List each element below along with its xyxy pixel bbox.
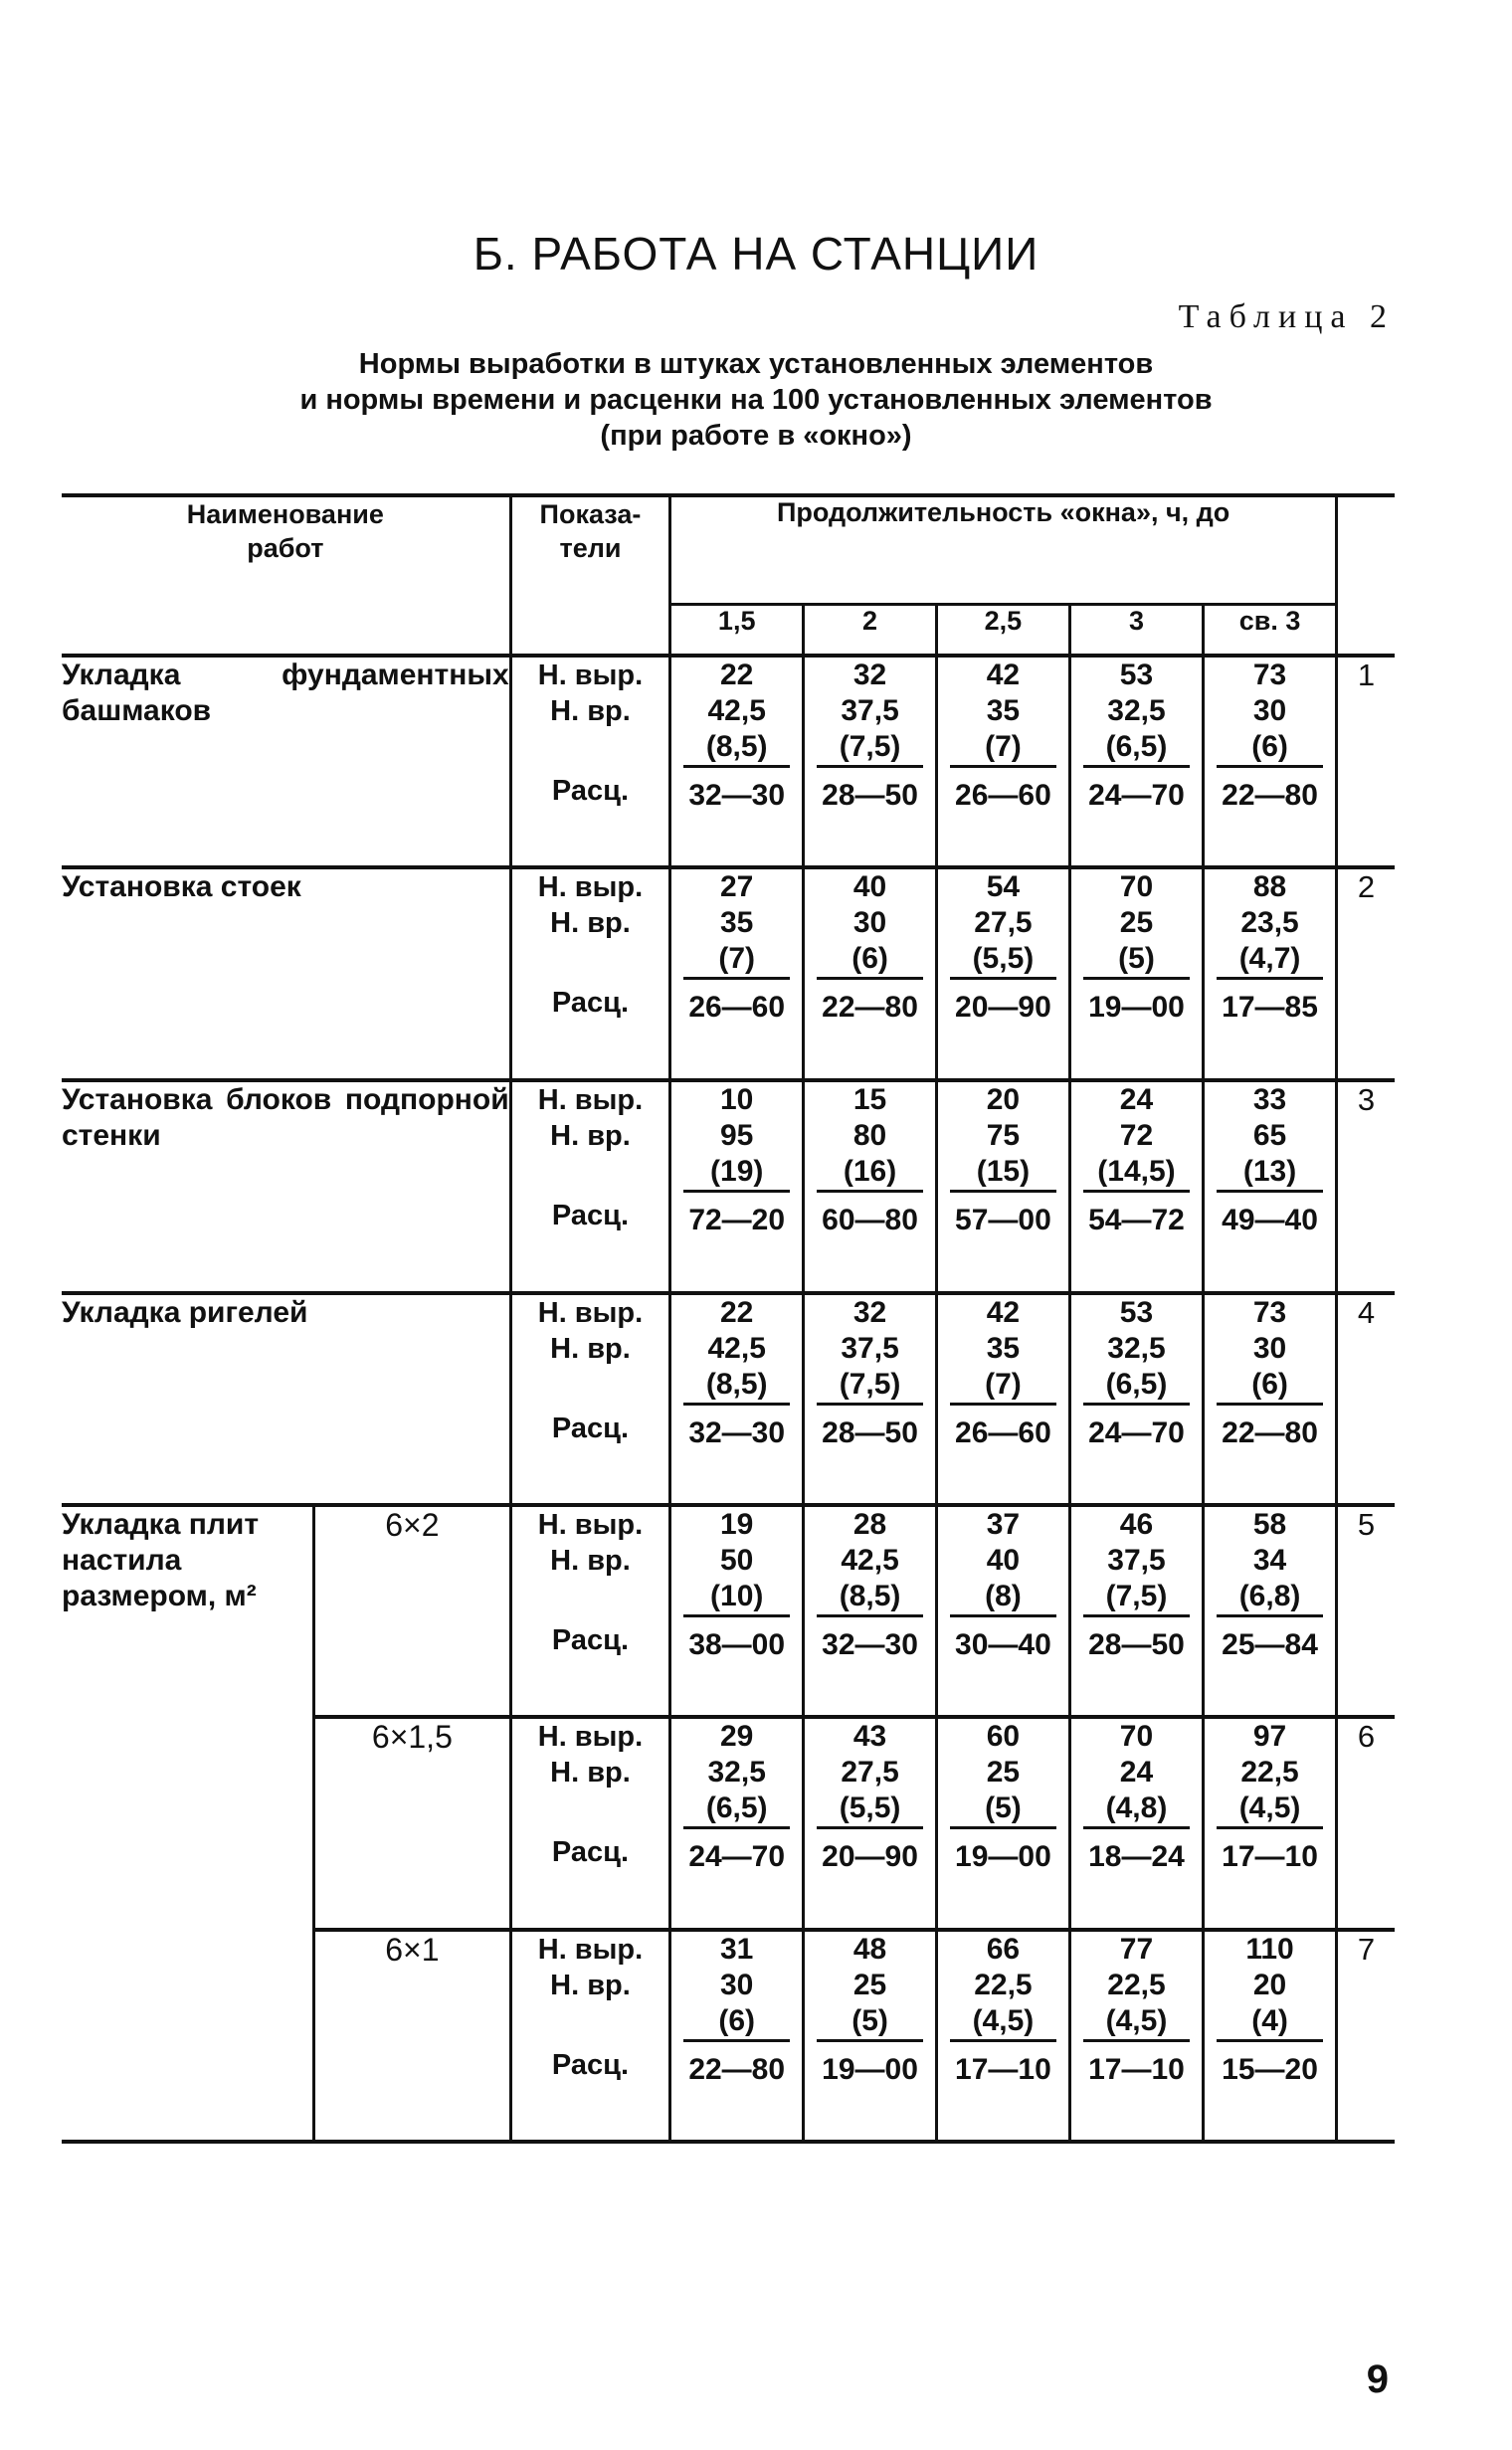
time-paren-value: (5,5) xyxy=(950,941,1056,980)
time-value: 22,5 xyxy=(1240,1756,1299,1789)
time-value: 37,5 xyxy=(1107,1544,1166,1577)
value-cell xyxy=(670,1717,804,1930)
indicator-output: Н. выр. xyxy=(537,1297,644,1329)
indicator-time: Н. вр. xyxy=(550,1333,631,1365)
rate-value: 22—80 xyxy=(688,2053,786,2086)
indicator-output: Н. выр. xyxy=(537,1084,644,1116)
header-indicators-line1: Показа- xyxy=(539,499,642,529)
time-value: 30 xyxy=(852,906,887,939)
work-name-cell xyxy=(62,1505,314,2142)
value-cell xyxy=(936,656,1069,867)
time-paren-value: (6) xyxy=(683,2003,790,2042)
value-cell xyxy=(1204,1505,1337,1717)
indicator-rate: Расц. xyxy=(551,2049,630,2081)
rate-value: 19—00 xyxy=(822,2053,918,2086)
time-value: 37,5 xyxy=(841,1332,899,1365)
time-value: 80 xyxy=(852,1119,887,1152)
time-paren-value: (4) xyxy=(1217,2003,1323,2042)
work-name-cell xyxy=(62,1080,510,1293)
time-value: 27,5 xyxy=(974,906,1033,939)
rate-value: 17—85 xyxy=(1222,991,1318,1024)
header-col-2: 2 xyxy=(804,605,937,657)
size-cell xyxy=(314,1505,511,1717)
time-paren-value: (4,5) xyxy=(1083,2003,1190,2042)
time-value: 40 xyxy=(986,1544,1021,1577)
size-cell xyxy=(314,1717,511,1930)
time-value: 30 xyxy=(1252,1332,1287,1365)
time-paren-value: (4,5) xyxy=(1217,1790,1323,1829)
work-name: Установка стоек xyxy=(62,870,301,903)
time-paren-value: (7) xyxy=(683,941,790,980)
rate-value: 19—00 xyxy=(1088,991,1185,1024)
work-name: Укладка фундаментных башмаков xyxy=(62,659,509,727)
rate-value: 32—30 xyxy=(688,779,786,812)
output-value: 22 xyxy=(720,659,754,691)
output-value: 32 xyxy=(852,1296,887,1329)
output-value: 54 xyxy=(986,870,1021,903)
rate-value: 24—70 xyxy=(1088,1416,1185,1449)
work-name: Установка блоков подпорной стенки xyxy=(62,1083,509,1152)
row-number: 7 xyxy=(1336,1930,1395,2142)
output-value: 37 xyxy=(986,1508,1021,1541)
output-value: 46 xyxy=(1119,1508,1154,1541)
indicator-output: Н. выр. xyxy=(537,1509,644,1541)
indicator-rate: Расц. xyxy=(551,1624,630,1656)
time-value: 72 xyxy=(1119,1119,1154,1152)
indicator-rate: Расц. xyxy=(551,1200,630,1231)
output-value: 24 xyxy=(1119,1083,1154,1116)
table-row xyxy=(62,1505,1395,1717)
header-work-name xyxy=(62,495,510,656)
output-value: 15 xyxy=(852,1083,887,1116)
output-value: 10 xyxy=(720,1083,754,1116)
rate-value: 26—60 xyxy=(688,991,786,1024)
time-paren-value: (7) xyxy=(950,729,1056,768)
indicator-output: Н. выр. xyxy=(537,871,644,903)
value-cell xyxy=(1204,1717,1337,1930)
indicator-time: Н. вр. xyxy=(550,1757,631,1789)
value-cell xyxy=(1069,1293,1203,1505)
rate-value: 28—50 xyxy=(822,1416,918,1449)
rate-value: 72—20 xyxy=(688,1204,786,1236)
table-row xyxy=(62,1293,1395,1505)
time-paren-value: (4,5) xyxy=(950,2003,1056,2042)
value-cell xyxy=(1069,867,1203,1080)
output-value: 31 xyxy=(720,1933,754,1966)
time-paren-value: (5,5) xyxy=(817,1790,923,1829)
output-value: 73 xyxy=(1252,1296,1287,1329)
time-value: 30 xyxy=(720,1969,754,2001)
rate-value: 57—00 xyxy=(955,1204,1051,1236)
time-paren-value: (6,5) xyxy=(1083,729,1190,768)
rate-value: 32—30 xyxy=(822,1628,918,1661)
output-value: 27 xyxy=(720,870,754,903)
table-row xyxy=(62,867,1395,1080)
indicator-rate: Расц. xyxy=(551,775,630,807)
rate-value: 17—10 xyxy=(955,2053,1051,2086)
rate-value: 54—72 xyxy=(1088,1204,1185,1236)
header-col-5: св. 3 xyxy=(1204,605,1337,657)
table-body xyxy=(62,656,1395,2142)
time-paren-value: (4,8) xyxy=(1083,1790,1190,1829)
time-value: 25 xyxy=(1119,906,1154,939)
time-paren-value: (15) xyxy=(950,1154,1056,1193)
value-cell xyxy=(804,656,937,867)
size-label: 6×1 xyxy=(385,1932,440,1968)
work-name: Укладка плит настила размером, м² xyxy=(62,1508,260,1612)
rate-value: 18—24 xyxy=(1088,1840,1185,1873)
rate-value: 19—00 xyxy=(955,1840,1051,1873)
row-number: 5 xyxy=(1336,1505,1395,1717)
header-row-number xyxy=(1336,495,1395,656)
output-value: 43 xyxy=(852,1720,887,1753)
time-value: 35 xyxy=(986,1332,1021,1365)
rate-value: 17—10 xyxy=(1222,1840,1318,1873)
table-row xyxy=(62,1080,1395,1293)
row-number: 6 xyxy=(1336,1717,1395,1930)
header-col-1: 1,5 xyxy=(670,605,804,657)
time-paren-value: (14,5) xyxy=(1083,1154,1190,1193)
time-paren-value: (8,5) xyxy=(817,1579,923,1617)
output-value: 28 xyxy=(852,1508,887,1541)
value-cell xyxy=(1204,867,1337,1080)
output-value: 110 xyxy=(1245,1933,1294,1966)
time-value: 27,5 xyxy=(841,1756,899,1789)
header-indicators xyxy=(510,495,670,656)
value-cell xyxy=(1204,1293,1337,1505)
output-value: 97 xyxy=(1252,1720,1287,1753)
output-value: 73 xyxy=(1252,659,1287,691)
rate-value: 24—70 xyxy=(1088,779,1185,812)
size-cell xyxy=(314,1930,511,2142)
value-cell xyxy=(936,1930,1069,2142)
header-work-name-line1: Наименование xyxy=(186,499,384,529)
time-paren-value: (8) xyxy=(950,1579,1056,1617)
value-cell xyxy=(804,1930,937,2142)
indicators-cell xyxy=(510,1293,670,1505)
value-cell xyxy=(1069,1717,1203,1930)
time-paren-value: (8,5) xyxy=(683,729,790,768)
header-duration: Продолжительность «окна», ч, до xyxy=(670,495,1337,605)
row-number: 3 xyxy=(1336,1080,1395,1293)
value-cell xyxy=(804,1293,937,1505)
indicator-output: Н. выр. xyxy=(537,660,644,691)
indicators-cell xyxy=(510,867,670,1080)
output-value: 58 xyxy=(1252,1508,1287,1541)
section-title: Б. РАБОТА НА СТАНЦИИ xyxy=(472,228,1040,280)
time-value: 95 xyxy=(720,1119,754,1152)
value-cell xyxy=(804,867,937,1080)
output-value: 53 xyxy=(1119,1296,1154,1329)
time-value: 32,5 xyxy=(1107,1332,1166,1365)
indicator-rate: Расц. xyxy=(551,1836,630,1868)
page-number: 9 xyxy=(1366,2357,1389,2401)
indicator-rate: Расц. xyxy=(551,1413,630,1444)
time-paren-value: (8,5) xyxy=(683,1367,790,1406)
time-value: 24 xyxy=(1119,1756,1154,1789)
indicator-time: Н. вр. xyxy=(550,695,631,727)
output-value: 53 xyxy=(1119,659,1154,691)
value-cell xyxy=(936,1080,1069,1293)
output-value: 42 xyxy=(986,659,1021,691)
row-number: 4 xyxy=(1336,1293,1395,1505)
time-value: 42,5 xyxy=(707,1332,766,1365)
time-paren-value: (5) xyxy=(817,2003,923,2042)
rate-value: 60—80 xyxy=(822,1204,918,1236)
header-col-4: 3 xyxy=(1069,605,1203,657)
indicator-time: Н. вр. xyxy=(550,907,631,939)
output-value: 77 xyxy=(1119,1933,1154,1966)
output-value: 29 xyxy=(720,1720,754,1753)
time-paren-value: (6) xyxy=(1217,729,1323,768)
time-value: 30 xyxy=(1252,694,1287,727)
time-value: 34 xyxy=(1252,1544,1287,1577)
time-paren-value: (4,7) xyxy=(1217,941,1323,980)
table-caption xyxy=(0,346,1512,454)
indicator-time: Н. вр. xyxy=(550,1970,631,2001)
rate-value: 32—30 xyxy=(688,1416,786,1449)
rate-value: 20—90 xyxy=(822,1840,918,1873)
value-cell xyxy=(1204,1080,1337,1293)
rate-value: 28—50 xyxy=(1088,1628,1185,1661)
time-value: 37,5 xyxy=(841,694,899,727)
value-cell xyxy=(670,867,804,1080)
rate-value: 49—40 xyxy=(1222,1204,1318,1236)
output-value: 48 xyxy=(852,1933,887,1966)
rate-value: 30—40 xyxy=(955,1628,1051,1661)
rate-value: 24—70 xyxy=(688,1840,786,1873)
output-value: 60 xyxy=(986,1720,1021,1753)
rate-value: 25—84 xyxy=(1222,1628,1318,1661)
indicator-output: Н. выр. xyxy=(537,1721,644,1753)
output-value: 19 xyxy=(720,1508,754,1541)
rate-value: 17—10 xyxy=(1088,2053,1185,2086)
value-cell xyxy=(670,1293,804,1505)
indicator-time: Н. вр. xyxy=(550,1545,631,1577)
rate-value: 22—80 xyxy=(822,991,918,1024)
time-value: 25 xyxy=(852,1969,887,2001)
time-paren-value: (6) xyxy=(1217,1367,1323,1406)
time-value: 32,5 xyxy=(1107,694,1166,727)
value-cell xyxy=(936,867,1069,1080)
indicators-cell xyxy=(510,656,670,867)
indicators-cell xyxy=(510,1930,670,2142)
time-paren-value: (7,5) xyxy=(1083,1579,1190,1617)
value-cell xyxy=(1069,1930,1203,2142)
value-cell xyxy=(936,1717,1069,1930)
time-value: 20 xyxy=(1252,1969,1287,2001)
time-value: 75 xyxy=(986,1119,1021,1152)
indicators-cell xyxy=(510,1717,670,1930)
time-value: 42,5 xyxy=(707,694,766,727)
output-value: 70 xyxy=(1119,1720,1154,1753)
value-cell xyxy=(804,1080,937,1293)
output-value: 40 xyxy=(852,870,887,903)
value-cell xyxy=(1069,1505,1203,1717)
time-value: 50 xyxy=(720,1544,754,1577)
time-value: 35 xyxy=(720,906,754,939)
output-value: 32 xyxy=(852,659,887,691)
value-cell xyxy=(936,1505,1069,1717)
table-row xyxy=(62,656,1395,867)
time-value: 23,5 xyxy=(1240,906,1299,939)
table-label: Таблица 2 xyxy=(1178,298,1395,335)
caption-line-2: и нормы времени и расценки на 100 установленных элементов xyxy=(299,384,1213,416)
output-value: 88 xyxy=(1252,870,1287,903)
rate-value: 26—60 xyxy=(955,779,1051,812)
header-indicators-line2: тели xyxy=(559,533,622,563)
time-paren-value: (6,5) xyxy=(683,1790,790,1829)
time-value: 22,5 xyxy=(1107,1969,1166,2001)
time-paren-value: (6,8) xyxy=(1217,1579,1323,1617)
output-value: 33 xyxy=(1252,1083,1287,1116)
rate-value: 20—90 xyxy=(955,991,1051,1024)
time-paren-value: (19) xyxy=(683,1154,790,1193)
value-cell xyxy=(670,656,804,867)
value-cell xyxy=(670,1505,804,1717)
output-value: 42 xyxy=(986,1296,1021,1329)
rate-value: 38—00 xyxy=(688,1628,786,1661)
time-value: 42,5 xyxy=(841,1544,899,1577)
value-cell xyxy=(1069,656,1203,867)
output-value: 70 xyxy=(1119,870,1154,903)
indicators-cell xyxy=(510,1505,670,1717)
indicator-rate: Расц. xyxy=(551,987,630,1019)
row-number: 1 xyxy=(1336,656,1395,867)
header-work-name-line2: работ xyxy=(247,533,324,563)
work-name: Укладка ригелей xyxy=(62,1296,308,1329)
work-name-cell xyxy=(62,867,510,1080)
indicator-output: Н. выр. xyxy=(537,1934,644,1966)
value-cell xyxy=(1204,1930,1337,2142)
time-paren-value: (7,5) xyxy=(817,1367,923,1406)
time-value: 25 xyxy=(986,1756,1021,1789)
time-paren-value: (16) xyxy=(817,1154,923,1193)
time-value: 65 xyxy=(1252,1119,1287,1152)
time-paren-value: (10) xyxy=(683,1579,790,1617)
value-cell xyxy=(804,1717,937,1930)
value-cell xyxy=(936,1293,1069,1505)
time-paren-value: (6) xyxy=(817,941,923,980)
indicator-time: Н. вр. xyxy=(550,1120,631,1152)
time-value: 22,5 xyxy=(974,1969,1033,2001)
rate-value: 22—80 xyxy=(1222,1416,1318,1449)
rate-value: 15—20 xyxy=(1222,2053,1318,2086)
time-paren-value: (5) xyxy=(1083,941,1190,980)
norms-table xyxy=(62,493,1395,2144)
time-paren-value: (5) xyxy=(950,1790,1056,1829)
size-label: 6×1,5 xyxy=(371,1719,453,1755)
time-value: 35 xyxy=(986,694,1021,727)
value-cell xyxy=(804,1505,937,1717)
output-value: 66 xyxy=(986,1933,1021,1966)
time-paren-value: (6,5) xyxy=(1083,1367,1190,1406)
rate-value: 22—80 xyxy=(1222,779,1318,812)
size-label: 6×2 xyxy=(385,1507,440,1543)
row-number: 2 xyxy=(1336,867,1395,1080)
work-name-cell xyxy=(62,656,510,867)
caption-line-1: Нормы выработки в штуках установленных элементов xyxy=(358,348,1154,380)
time-paren-value: (7,5) xyxy=(817,729,923,768)
work-name-cell xyxy=(62,1293,510,1505)
rate-value: 26—60 xyxy=(955,1416,1051,1449)
indicators-cell xyxy=(510,1080,670,1293)
output-value: 22 xyxy=(720,1296,754,1329)
value-cell xyxy=(670,1930,804,2142)
time-paren-value: (13) xyxy=(1217,1154,1323,1193)
caption-line-3: (при работе в «окно») xyxy=(600,420,912,452)
time-paren-value: (7) xyxy=(950,1367,1056,1406)
value-cell xyxy=(1204,656,1337,867)
rate-value: 28—50 xyxy=(822,779,918,812)
time-value: 32,5 xyxy=(707,1756,766,1789)
header-col-3: 2,5 xyxy=(936,605,1069,657)
value-cell xyxy=(670,1080,804,1293)
value-cell xyxy=(1069,1080,1203,1293)
output-value: 20 xyxy=(986,1083,1021,1116)
